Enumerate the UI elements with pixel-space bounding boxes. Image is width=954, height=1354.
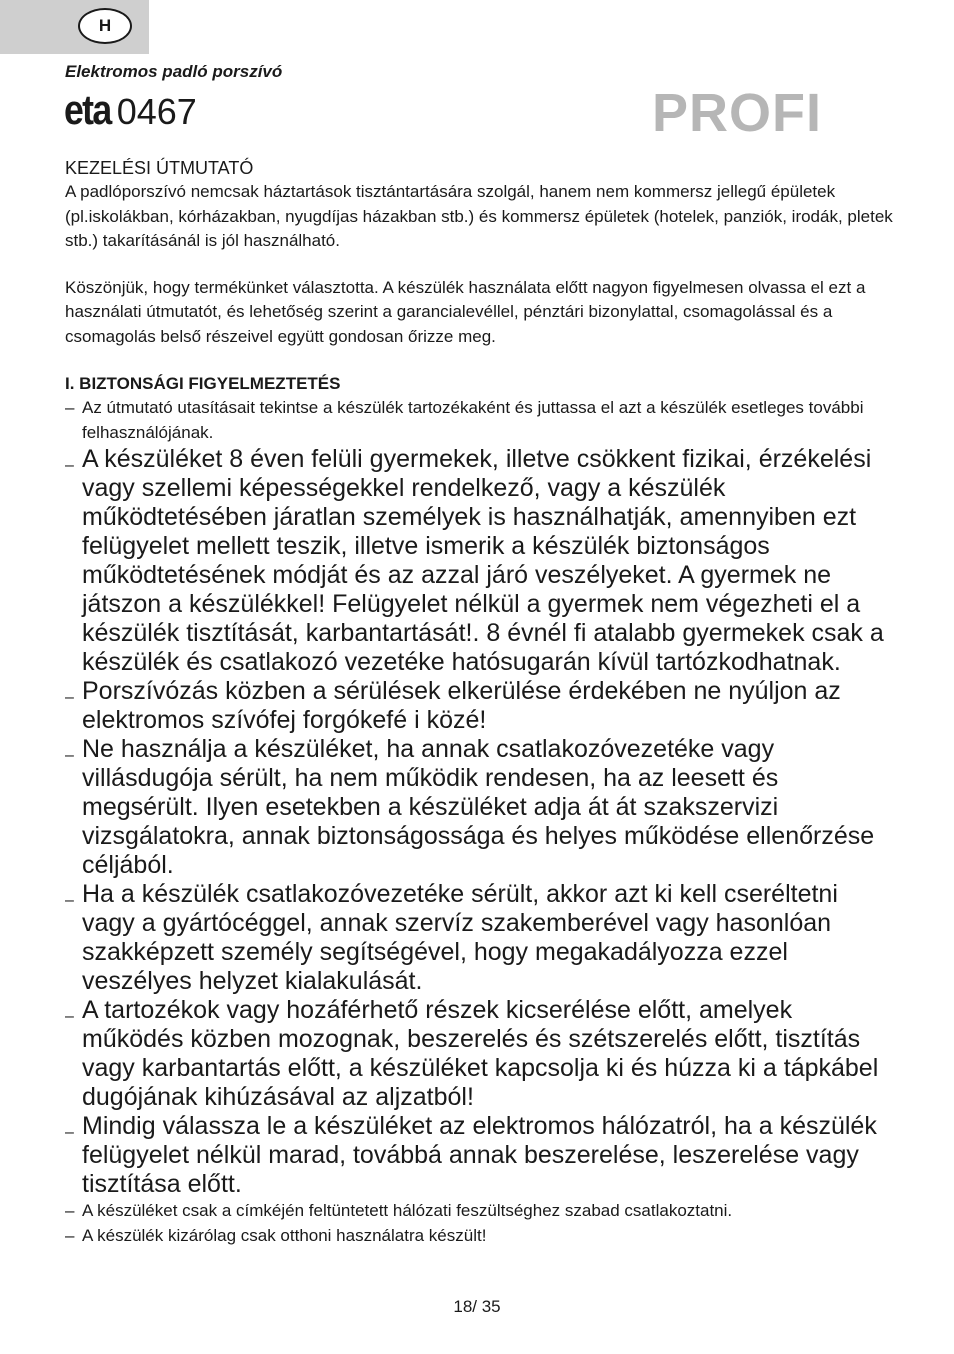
intro-paragraph-2: Köszönjük, hogy termékünket választotta. A készülék használata előtt nagyon figyelmesen olvassa el ezt a használati útmutatót, és lehetőség szerint a garancialevéllel, pénztári bizonylattal, csomagolással és a csomagolás belső részeivel együtt gondosan őrizze meg. <box>65 277 866 346</box>
bullet-dash: – <box>65 398 75 417</box>
page-number: 18/ 35 <box>453 1297 501 1316</box>
series-logo: PROFI <box>652 83 823 143</box>
bullet-dash: – <box>65 457 74 474</box>
safety-item-text: A készüléket 8 éven felüli gyermekek, illetve csökkent fizikai, érzékelési vagy szellemi képességekkel rendelkező, vagy a készülék működtetésében járatlan személyek is használhatják, amennyiben ezt felügyelet mellett teszik, illetve ismerik a készülék biztonságos működtetésének módját és az azzal járó veszélyeket. A gyermek ne játszon a készülékkel! Felügyelet nélkül a gyermek nem végezheti el a készülék tisztítását, karbantartását!. 8 évnél fi atalabb gyermekek csak a készülék és csatlakozó vezetéke hatósugarán kívül tartózkodhatnak. <box>82 445 884 676</box>
safety-item-text: A készüléket csak a címkéjén feltüntetett hálózati feszültséghez szabad csatlakoztatni. <box>82 1201 733 1220</box>
safety-item-1 <box>65 396 895 445</box>
bullet-dash: – <box>65 1124 74 1141</box>
safety-item-2 <box>65 445 895 677</box>
safety-item-8 <box>65 1199 895 1224</box>
safety-item-5 <box>65 880 895 996</box>
safety-item-3 <box>65 677 895 735</box>
safety-item-text: Mindig válassza le a készüléket az elektromos hálózatról, ha a készülék felügyelet nélkül marad, továbbá annak beszerelése, leszerelése vagy tisztítása előtt. <box>82 1112 877 1198</box>
intro-paragraph-1: A padlóporszívó nemcsak háztartások tisztántartására szolgál, hanem nem kommersz jellegű épületek (pl.iskolákban, kórházakban, nyugdíjas házakban stb.) és kommersz épületek (hotelek, panziók, irodák, pletek stb.) takarításánál is jól használható. <box>65 182 893 250</box>
bullet-dash: – <box>65 1201 75 1220</box>
bullet-dash: – <box>65 1225 75 1245</box>
bullet-dash: – <box>65 892 74 909</box>
model-number: 0467 <box>116 91 197 132</box>
bullet-dash: – <box>65 747 74 764</box>
brand-block <box>64 86 197 134</box>
safety-item-text: Az útmutató utasításait tekintse a készülék tartozékaként és juttassa el azt a készülék esetleges további felhasználójának. <box>82 398 864 442</box>
safety-item-7 <box>65 1112 895 1199</box>
language-tab <box>0 0 149 54</box>
document-body <box>65 156 895 1248</box>
safety-item-text: Porszívózás közben a sérülések elkerülése érdekében ne nyúljon az elektromos szívófej forgókefé i közé! <box>82 677 841 734</box>
bullet-dash: – <box>65 689 74 706</box>
safety-section-title: I. BIZTONSÁGI FIGYELMEZTETÉS <box>65 374 341 393</box>
product-subtitle: Elektromos padló porszívó <box>65 62 283 81</box>
safety-item-text: A tartozékok vagy hozáférhető részek kicserélése előtt, amelyek működés közben mozognak, beszerelés és szétszerelés előtt, tisztítás vagy karbantartás előtt, a készüléket kapcsolja ki és húzza ki a tápkábel dugójának kihúzásával az aljzatból! <box>82 996 879 1111</box>
language-badge: H <box>78 8 132 44</box>
safety-item-text: Ne használja a készüléket, ha annak csatlakozóvezetéke vagy villásdugója sérült, ha nem működik rendesen, ha az leesett és megsérült. Ilyen esetekben a készüléket adja át át szakszervizi vizsgálatokra, annak biztonságossága és helyes működése ellenőrzése céljából. <box>82 735 875 879</box>
brand-logo: eta <box>64 86 111 133</box>
safety-item-6 <box>65 996 895 1112</box>
safety-item-text: Ha a készülék csatlakozóvezetéke sérült, akkor azt ki kell cseréltetni vagy a gyártócéggel, annak szervíz szakemberével vagy hasonlóan szakképzett személy segítségével, hogy megakadályozza ezzel veszélyes helyzet kialakulását. <box>82 880 838 995</box>
safety-item-4 <box>65 735 895 880</box>
manual-heading: KEZELÉSI ÚTMUTATÓ <box>65 158 254 178</box>
safety-item-9 <box>65 1224 895 1249</box>
bullet-dash: – <box>65 1008 74 1025</box>
safety-item-text: A készülék kizárólag csak otthoni használatra készült! <box>82 1225 487 1245</box>
